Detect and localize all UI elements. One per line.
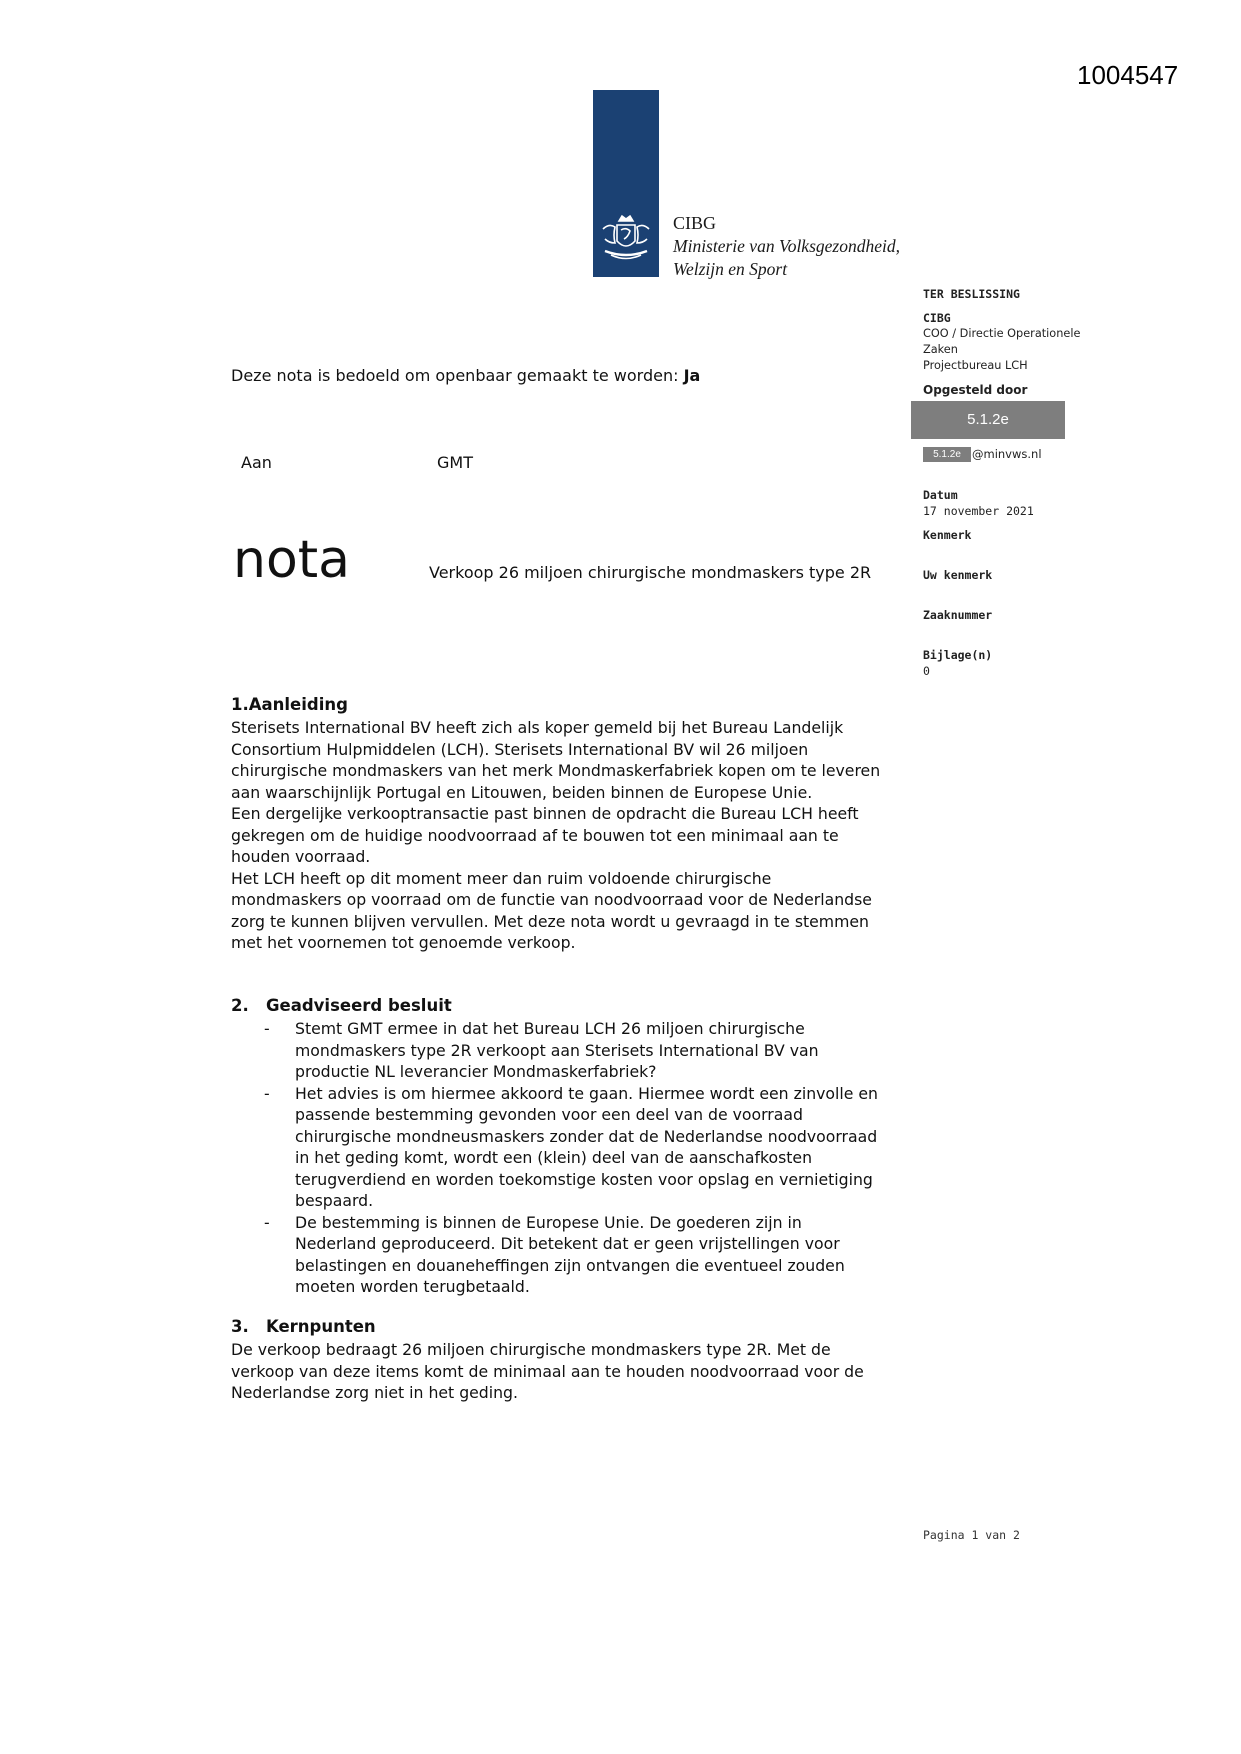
section-3-heading: 3. Kernpunten bbox=[231, 1317, 376, 1336]
advice-item bbox=[231, 1212, 921, 1298]
advice-line: bespaard. bbox=[295, 1191, 374, 1210]
section-1-line: Consortium Hulpmiddelen (LCH). Sterisets International BV wil 26 miljoen bbox=[231, 739, 809, 759]
logo-ministry-line2: Welzijn en Sport bbox=[673, 259, 788, 279]
advice-item bbox=[231, 1083, 921, 1212]
case-number-label: Zaaknummer bbox=[923, 608, 993, 622]
advice-line: passende bestemming gevonden voor een deel van de voorraad bbox=[295, 1105, 803, 1124]
advice-item bbox=[231, 1018, 921, 1083]
section-3-line: De verkoop bedraagt 26 miljoen chirurgische mondmaskers type 2R. Met de bbox=[231, 1340, 831, 1359]
ministry-logo-bar bbox=[593, 90, 659, 277]
advice-line: productie NL leverancier Mondmaskerfabriek? bbox=[295, 1062, 657, 1081]
drafted-by-label: Opgesteld door bbox=[923, 383, 1028, 397]
status-label: TER BESLISSING bbox=[923, 287, 1020, 301]
advice-line: - De bestemming is binnen de Europese Unie. De goederen zijn in bbox=[295, 1212, 802, 1232]
advice-line: - Het advies is om hiermee akkoord te gaan. Hiermee wordt een zinvolle en bbox=[295, 1083, 878, 1103]
section-1-line: zorg te kunnen blijven vervullen. Met deze nota wordt u gevraagd in te stemmen bbox=[231, 911, 869, 931]
section-1-line: Sterisets International BV heeft zich als koper gemeld bij het Bureau Landelijk bbox=[231, 718, 844, 737]
advice-line: belastingen en douaneheffingen zijn ontvangen die eventueel zouden bbox=[295, 1255, 845, 1275]
advice-line: terugverdiend en worden toekomstige kosten voor opslag en vernietiging bbox=[295, 1169, 873, 1189]
section-1-heading: 1.Aanleiding bbox=[231, 695, 348, 714]
advice-line: chirurgische mondneusmaskers zonder dat de Nederlandse noodvoorraad bbox=[295, 1126, 878, 1146]
advice-line: mondmaskers type 2R verkoopt aan Sterisets International BV van bbox=[295, 1040, 819, 1060]
page-number: Pagina 1 van 2 bbox=[923, 1528, 1020, 1542]
advice-line: Nederland geproduceerd. Dit betekent dat er geen vrijstellingen voor bbox=[295, 1234, 840, 1253]
attachments-label: Bijlage(n) bbox=[923, 648, 993, 662]
section-3-line: Nederlandse zorg niet in het geding. bbox=[231, 1383, 519, 1402]
your-reference-label: Uw kenmerk bbox=[923, 568, 993, 582]
section-3-body bbox=[231, 1339, 921, 1404]
logo-org-name: CIBG bbox=[673, 213, 717, 233]
email-redaction: 5.1.2e bbox=[923, 447, 971, 462]
document-id: 1004547 bbox=[1077, 60, 1179, 90]
section-1-line: gekregen om de huidige noodvoorraad af te bouwen tot een minimaal aan te bbox=[231, 825, 839, 845]
public-notice-text: Deze nota is bedoeld om openbaar gemaakt te worden: bbox=[231, 366, 684, 385]
date-value: 17 november 2021 bbox=[923, 504, 1034, 518]
sidebar-dept-line2: Zaken bbox=[923, 343, 958, 356]
addressee-label: Aan bbox=[241, 453, 272, 472]
addressee-value: GMT bbox=[437, 453, 473, 472]
public-notice bbox=[231, 366, 700, 385]
section-2-body bbox=[231, 1018, 921, 1298]
section-1-line: chirurgische mondmaskers van het merk Mondmaskerfabriek kopen om te leveren bbox=[231, 761, 881, 780]
ministry-logo-text bbox=[673, 212, 900, 281]
advice-line: moeten worden terugbetaald. bbox=[295, 1277, 530, 1296]
document-type-title: nota bbox=[233, 530, 351, 590]
sidebar-dept-line1: COO / Directie Operationele bbox=[923, 327, 1081, 340]
sidebar-org-name: CIBG bbox=[923, 311, 951, 325]
section-3-line: verkoop van deze items komt de minimaal aan te houden noodvoorraad voor de bbox=[231, 1361, 864, 1381]
section-1-line: met het voornemen tot genoemde verkoop. bbox=[231, 933, 576, 952]
advice-line: - Stemt GMT ermee in dat het Bureau LCH 26 miljoen chirurgische bbox=[295, 1019, 805, 1038]
public-notice-value: Ja bbox=[683, 366, 701, 385]
attachments-value: 0 bbox=[923, 664, 930, 678]
section-1-line: houden voorraad. bbox=[231, 847, 371, 866]
email-domain: @minvws.nl bbox=[972, 447, 1042, 461]
section-2-heading: 2. Geadviseerd besluit bbox=[231, 996, 452, 1015]
coat-of-arms-icon bbox=[597, 213, 655, 263]
advice-line: in het geding komt, wordt een (klein) deel van de aanschafkosten bbox=[295, 1148, 813, 1167]
reference-label: Kenmerk bbox=[923, 528, 972, 542]
section-1-line: mondmaskers op voorraad om de functie van noodvoorraad voor de Nederlandse bbox=[231, 890, 872, 909]
section-1-line: Een dergelijke verkooptransactie past binnen de opdracht die Bureau LCH heeft bbox=[231, 804, 859, 823]
section-1-line: aan waarschijnlijk Portugal en Litouwen, beiden binnen de Europese Unie. bbox=[231, 782, 813, 802]
date-label: Datum bbox=[923, 488, 958, 502]
section-1-line: Het LCH heeft op dit moment meer dan ruim voldoende chirurgische bbox=[231, 868, 772, 888]
logo-ministry-line1: Ministerie van Volksgezondheid, bbox=[673, 236, 900, 256]
advice-list bbox=[231, 1018, 921, 1298]
subject-line: Verkoop 26 miljoen chirurgische mondmaskers type 2R bbox=[429, 563, 872, 582]
drafted-by-redaction: 5.1.2e bbox=[911, 401, 1065, 439]
section-1-body bbox=[231, 717, 921, 954]
sidebar-dept-line3: Projectbureau LCH bbox=[923, 359, 1028, 372]
